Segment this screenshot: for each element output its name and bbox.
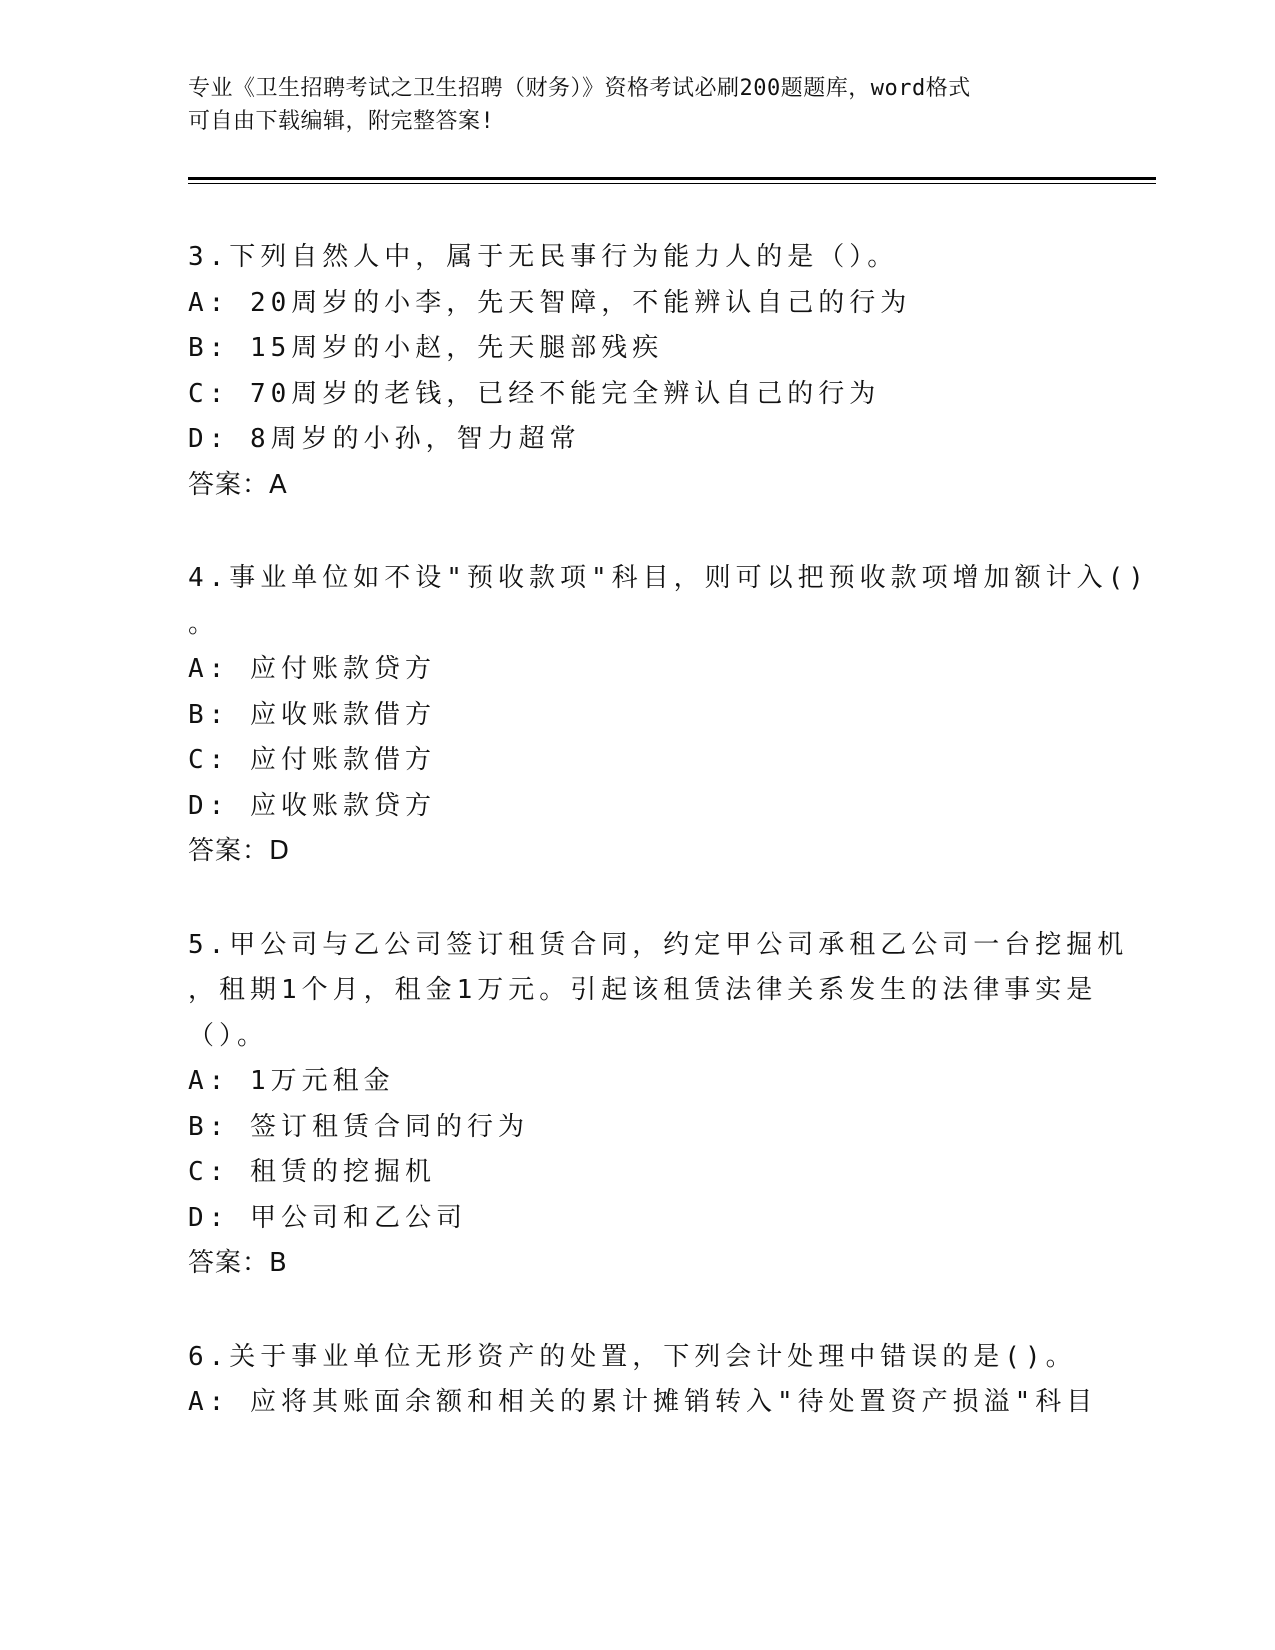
- question-4: [188, 556, 1149, 875]
- option-text: 70周岁的老钱，已经不能完全辨认自己的行为: [249, 378, 881, 409]
- option-label: A:: [188, 1066, 230, 1096]
- option-text: 租赁的挖掘机: [249, 1157, 436, 1187]
- option-d: [188, 417, 1088, 463]
- question-stem-continued: （）。: [188, 1020, 269, 1051]
- option-label: C:: [188, 378, 230, 409]
- question-stem: 4.事业单位如不设"预收款项"科目，则可以把预收款项增加额计入(): [188, 563, 1149, 593]
- option-label: B:: [188, 699, 230, 730]
- option-text: 签订租赁合同的行为: [249, 1111, 529, 1142]
- option-c: [188, 372, 1088, 418]
- option-c: [188, 738, 1088, 784]
- option-b: [188, 1105, 1088, 1151]
- option-text: 1万元租金: [249, 1066, 395, 1096]
- option-label: A:: [188, 1387, 230, 1417]
- option-text: 应付账款借方: [249, 745, 436, 775]
- answer-line: 答案：D: [188, 836, 291, 866]
- option-label: B:: [188, 333, 230, 363]
- header-divider-thick: [188, 177, 1156, 180]
- option-text: 8周岁的小孙，智力超常: [249, 424, 581, 454]
- option-a: [188, 647, 1088, 693]
- option-label: D:: [188, 424, 230, 454]
- option-text: 甲公司和乙公司: [249, 1202, 467, 1233]
- option-text: 应收账款借方: [249, 699, 436, 730]
- option-label: C:: [188, 745, 230, 775]
- answer-line: 答案：B: [188, 1248, 288, 1278]
- question-stem: 5.甲公司与乙公司签订租赁合同，约定甲公司承租乙公司一台挖掘机: [188, 929, 1129, 960]
- option-text: 20周岁的小李，先天智障，不能辨认自己的行为: [249, 287, 912, 318]
- option-label: C:: [188, 1157, 230, 1187]
- option-label: D:: [188, 1202, 230, 1233]
- option-b: [188, 326, 1088, 372]
- question-stem: 3.下列自然人中，属于无民事行为能力人的是（）。: [188, 242, 899, 272]
- question-stem-continued: ，租期1个月，租金1万元。引起该租赁法律关系发生的法律事实是: [188, 975, 1098, 1005]
- option-label: B:: [188, 1111, 230, 1142]
- question-5: [188, 923, 1129, 1287]
- option-text: 应付账款贷方: [249, 654, 436, 684]
- option-d: [188, 1196, 1088, 1242]
- option-label: D:: [188, 790, 230, 821]
- option-text: 应将其账面余额和相关的累计摊销转入"待处置资产损溢"科目: [249, 1387, 1098, 1417]
- answer-line: 答案：A: [188, 469, 288, 500]
- option-d: [188, 784, 1088, 830]
- header-line-2: 可自由下载编辑，附完整答案!: [188, 109, 495, 134]
- option-text: 应收账款贷方: [249, 790, 436, 821]
- option-label: A:: [188, 654, 230, 684]
- option-c: [188, 1150, 1088, 1196]
- question-6: [188, 1335, 1098, 1426]
- option-b: [188, 693, 1088, 739]
- question-stem: 6.关于事业单位无形资产的处置，下列会计处理中错误的是()。: [188, 1341, 1077, 1372]
- header-divider-thin: [188, 183, 1156, 184]
- option-a: [188, 1380, 1098, 1426]
- option-a: [188, 1059, 1088, 1105]
- header-line-1: 专业《卫生招聘考试之卫生招聘（财务）》资格考试必刷200题题库，word格式: [188, 76, 971, 101]
- question-list: [188, 235, 1149, 1474]
- document-header: [188, 72, 1088, 138]
- question-stem-continued: 。: [188, 608, 220, 639]
- option-text: 15周岁的小赵，先天腿部残疾: [249, 333, 664, 363]
- option-label: A:: [188, 287, 230, 318]
- option-a: [188, 281, 1088, 327]
- question-3: [188, 235, 1088, 508]
